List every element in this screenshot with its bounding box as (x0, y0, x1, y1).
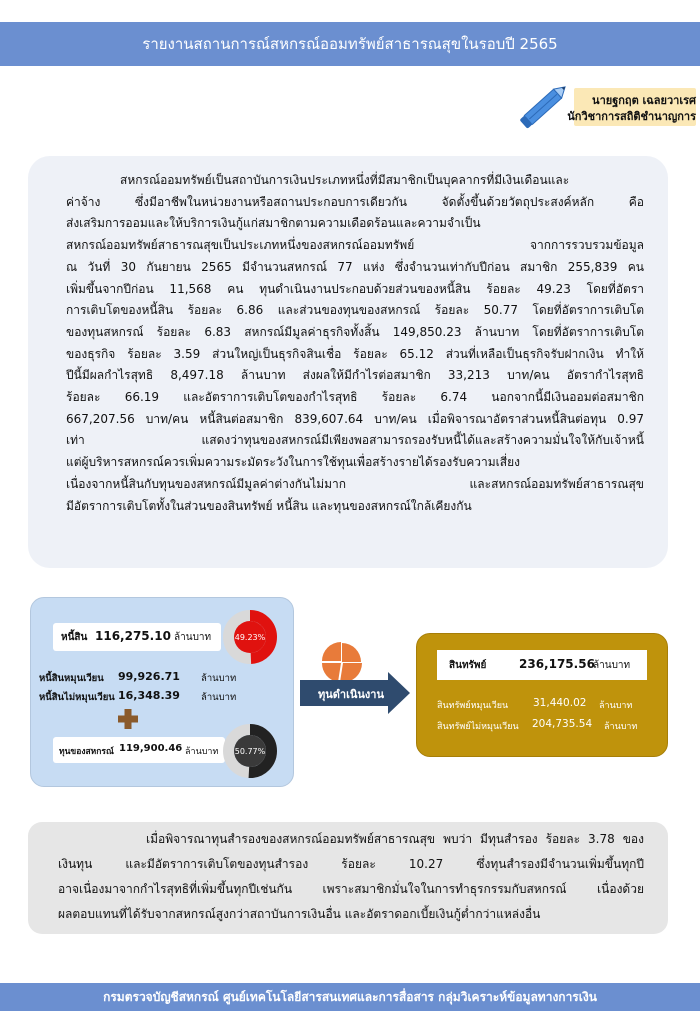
liabilities-ring (220, 607, 280, 667)
paragraph-line: เท่า แสดงว่าทุนของสหกรณ์มีเพียงพอสามารถรองรับหนี้ได้และสร้างความมั่นใจให้กับเจ้าหนี้ (66, 433, 644, 448)
paragraph-line: เมื่อพิจารณาทุนสำรองของสหกรณ์ออมทรัพย์สาธารณสุข พบว่า มีทุนสำรอง ร้อยละ 3.78 ของ (146, 832, 644, 846)
paragraph-line: อาจเนื่องมาจากกำไรสุทธิที่เพิ่มขึ้นทุกปีเช่นกัน เพราะสมาชิกมั่นใจในการทำธุรกรรมกับสหกรณ์ เนื่องด้วย (58, 882, 644, 896)
paragraph-line: สหกรณ์ออมทรัพย์เป็นสถาบันการเงินประเภทหนึ่งที่มีสมาชิกเป็นบุคลากรที่มีเงินเดือนและ (120, 173, 570, 187)
paragraph-line: 667,207.56 บาท/คน หนี้สินต่อสมาชิก 839,607.64 บาท/คน เมื่อพิจารณาอัตราส่วนหนี้สินต่อทุน 0.97 (66, 411, 644, 426)
current-assets-unit: ล้านบาท (599, 701, 633, 711)
paragraph-line: ปีนี้มีผลกำไรสุทธิ 8,497.18 ล้านบาท ส่งผลให้มีกำไรต่อสมาชิก 33,213 บาท/คน อัตรากำไรสุทธิ (66, 368, 644, 383)
noncurrent-liabilities-unit: ล้านบาท (201, 692, 237, 703)
paragraph-line: เนื่องจากหนี้สินกับทุนของสหกรณ์มีมูลค่าต่างกันไม่มาก และสหกรณ์ออมทรัพย์สาธารณสุข (66, 476, 644, 491)
footer-text: กรมตรวจบัญชีสหกรณ์ ศูนย์เทคโนโลยีสารสนเทศและการสื่อสาร กลุ่มวิเคราะห์ข้อมูลทางการเงิน (103, 990, 597, 1004)
current-liabilities-unit: ล้านบาท (201, 673, 237, 684)
page-header (0, 22, 700, 66)
noncurrent-assets-unit: ล้านบาท (604, 722, 638, 732)
assets-panel (416, 633, 668, 757)
liabilities-value: 116,275.10 (95, 629, 171, 643)
current-liabilities-label: หนี้สินหมุนเวียน (39, 673, 104, 684)
liabilities-unit: ล้านบาท (174, 632, 212, 643)
assets-unit: ล้านบาท (593, 660, 631, 671)
noncurrent-liabilities-label: หนี้สินไม่หมุนเวียน (39, 692, 115, 703)
current-assets-value: 31,440.02 (533, 697, 587, 709)
paragraph-line: ค่าจ้าง ซึ่งมีอาชีพในหน่วยงานหรือสถานประกอบการเดียวกัน จัดตั้งขึ้นด้วยวัตถุประสงค์หลัก คือ (66, 194, 644, 209)
page-footer (0, 983, 700, 1011)
paragraph-line: การเติบโตของหนี้สิน ร้อยละ 6.86 และส่วนของทุนของสหกรณ์ ร้อยละ 50.77 โดยที่อัตราการเติบโต (66, 303, 644, 318)
assets-label: สินทรัพย์ (449, 660, 487, 671)
paragraph-line: ผลตอบแทนที่ได้รับจากสหกรณ์สูงกว่าสถาบันการเงินอื่น และอัตราดอกเบี้ยเงินกู้ต่ำกว่าแหล่งอื่น (58, 907, 541, 921)
paragraph-line: ของธุรกิจ ร้อยละ 3.59 ส่วนใหญ่เป็นธุรกิจสินเชื่อ ร้อยละ 65.12 ส่วนที่เหลือเป็นธุรกิจรับฝากเงิน ทำให้ (66, 346, 644, 361)
equity-unit: ล้านบาท (185, 747, 219, 757)
paragraph-line: เงินทุน และมีอัตราการเติบโตของทุนสำรอง ร้อยละ 10.27 ซึ่งทุนสำรองมีจำนวนเพิ่มขึ้นทุกปี (58, 857, 644, 871)
operating-capital-label: ทุนดำเนินงาน (318, 688, 384, 701)
current-assets-label: สินทรัพย์หมุนเวียน (437, 701, 509, 711)
plus-icon (117, 708, 139, 730)
assets-card (437, 650, 647, 680)
equity-percent: 50.77% (234, 747, 266, 756)
noncurrent-assets-label: สินทรัพย์ไม่หมุนเวียน (437, 722, 519, 732)
noncurrent-liabilities-value: 16,348.39 (118, 689, 180, 702)
paragraph-line: ส่งเสริมการออมและให้บริการเงินกู้แก่สมาชิกตามความเดือดร้อนและความจำเป็น (66, 216, 481, 231)
paragraph-line: แต่ผู้บริหารสหกรณ์ควรเพิ่มความระมัดระวังในการใช้ทุนเพื่อสร้างรายได้รองรับความเสี่ยง (66, 455, 520, 470)
paragraph-line: ณ วันที่ 30 กันยายน 2565 มีจำนวนสหกรณ์ 77 แห่ง ซึ่งจำนวนเท่ากับปีก่อน สมาชิก 255,839 คน (66, 259, 644, 274)
intro-paragraph (28, 156, 668, 568)
equity-card (53, 737, 225, 763)
author-name: นายฐกฤต เฉลยวาเรศ (592, 94, 696, 107)
reserve-paragraph (28, 822, 668, 934)
assets-value: 236,175.56 (519, 657, 595, 671)
liabilities-label: หนี้สิน (61, 632, 88, 643)
liabilities-equity-panel (30, 597, 294, 787)
liabilities-percent: 49.23% (234, 633, 266, 642)
liabilities-card (53, 623, 221, 651)
noncurrent-assets-value: 204,735.54 (532, 718, 593, 730)
equity-ring (220, 721, 280, 781)
equity-label: ทุนของสหกรณ์ (59, 747, 114, 757)
current-liabilities-value: 99,926.71 (118, 670, 180, 683)
paragraph-line: มีอัตราการเติบโตทั้งในส่วนของสินทรัพย์ หนี้สิน และทุนของสหกรณ์ใกล้เคียงกัน (66, 498, 472, 513)
author-position: นักวิชาการสถิติชำนาญการ (567, 110, 696, 123)
paragraph-line: ของทุนสหกรณ์ ร้อยละ 6.83 สหกรณ์มีมูลค่าธุรกิจทั้งสิ้น 149,850.23 ล้านบาท โดยที่อัตราการเติบโต (66, 324, 644, 339)
paragraph-line: เพิ่มขึ้นจากปีก่อน 11,568 คน ทุนดำเนินงานประกอบด้วยส่วนของหนี้สิน ร้อยละ 49.23 โดยที่อัตรา (66, 281, 644, 296)
equity-value: 119,900.46 (119, 743, 183, 754)
paragraph-line: สหกรณ์ออมทรัพย์สาธารณสุขเป็นประเภทหนึ่งของสหกรณ์ออมทรัพย์ จากการรวบรวมข้อมูล (66, 238, 644, 253)
page-title: รายงานสถานการณ์สหกรณ์ออมทรัพย์สาธารณสุขในรอบปี 2565 (142, 35, 558, 53)
paragraph-line: ร้อยละ 66.19 และอัตราการเติบโตของกำไรสุทธิ ร้อยละ 6.74 นอกจากนี้มีเงินออมต่อสมาชิก (66, 390, 644, 405)
author-block (514, 78, 700, 132)
